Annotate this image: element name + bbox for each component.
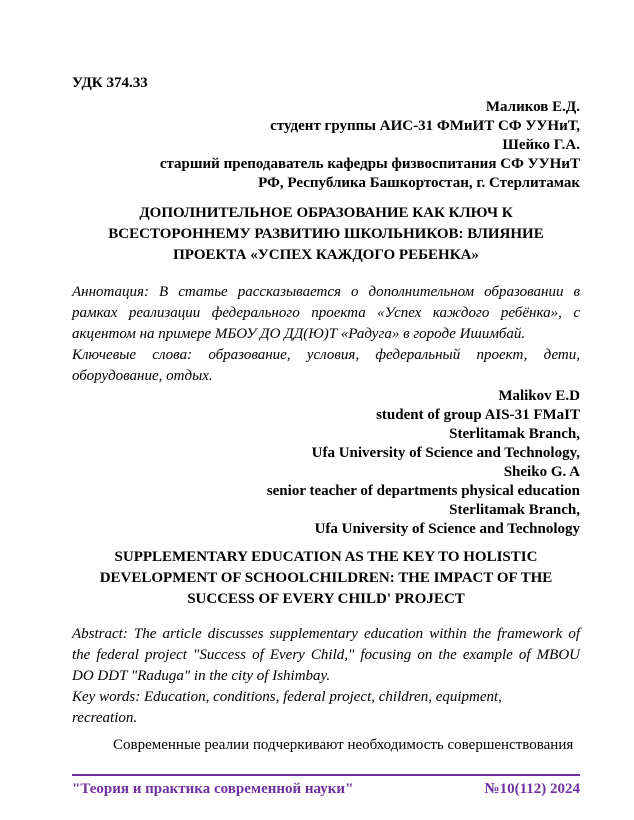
article-title-en-line: SUPPLEMENTARY EDUCATION AS THE KEY TO HOLISTIC	[114, 549, 538, 565]
issue-number: №10(112) 2024	[484, 781, 580, 797]
abstract-ru-line: акцентом на примере МБОУ ДО ДД(Ю)Т «Радуга» в городе Ишимбай.	[72, 326, 526, 342]
article-title-ru-line: ПРОЕКТА «УСПЕХ КАЖДОГО РЕБЕНКА»	[173, 247, 479, 263]
page-footer	[72, 774, 580, 799]
keywords-en-line: recreation.	[72, 710, 138, 726]
article-title-ru-line: ДОПОЛНИТЕЛЬНОЕ ОБРАЗОВАНИЕ КАК КЛЮЧ К	[139, 205, 513, 221]
abstract-ru	[72, 282, 580, 387]
author-ru-line: Маликов Е.Д.	[485, 99, 580, 115]
abstract-ru-line: рамках реализации федерального проекта «Успех каждого ребёнка», с	[72, 305, 580, 321]
abstract-ru-line: Аннотация: В статье рассказывается о дополнительном образовании в	[72, 284, 580, 300]
author-en-line: Sterlitamak Branch,	[449, 502, 580, 518]
article-title-en-line: DEVELOPMENT OF SCHOOLCHILDREN: THE IMPACT OF THE	[99, 570, 553, 586]
abstract-en-line: the federal project "Success of Every Child," focusing on the example of MBOU	[72, 647, 580, 663]
article-title-en	[72, 547, 580, 610]
keywords-ru-line: оборудование, отдых.	[72, 368, 213, 384]
article-title-en-line: SUCCESS OF EVERY CHILD' PROJECT	[187, 591, 465, 607]
author-en-line: senior teacher of departments physical education	[266, 483, 580, 499]
author-en-line: student of group AIS-31 FMaIT	[376, 407, 580, 423]
author-en-line: Sterlitamak Branch,	[449, 426, 580, 442]
article-content	[72, 74, 580, 755]
authors-block-ru	[72, 98, 580, 193]
keywords-ru-line: Ключевые слова: образование, условия, федеральный проект, дети,	[72, 347, 580, 363]
author-en-line: Ufa University of Science and Technology	[314, 521, 580, 537]
author-en-line: Ufa University of Science and Technology,	[311, 445, 580, 461]
journal-name: "Теория и практика современной науки"	[72, 781, 354, 797]
article-title-ru-line: ВСЕСТОРОННЕМУ РАЗВИТИЮ ШКОЛЬНИКОВ: ВЛИЯНИЕ	[108, 226, 544, 242]
author-ru-line: старший преподаватель кафедры физвоспитания СФ УУНиТ	[159, 156, 580, 172]
author-ru-line: РФ, Республика Башкортостан, г. Стерлитамак	[258, 175, 580, 191]
author-en-line: Sheiko G. A	[503, 464, 580, 480]
keywords-en-line: Key words: Education, conditions, federal project, children, equipment,	[72, 689, 502, 705]
abstract-en	[72, 624, 580, 729]
body-paragraph: Современные реалии подчеркивают необходимость совершенствования	[113, 737, 574, 753]
article-title-ru	[72, 203, 580, 266]
abstract-en-line: DO DDT "Raduga" in the city of Ishimbay.	[72, 668, 331, 684]
author-ru-line: студент группы АИС-31 ФМиИТ СФ УУНиТ,	[270, 118, 580, 134]
abstract-en-line: Abstract: The article discusses supplementary education within the framework of	[72, 626, 580, 642]
udk-code: УДК 374.33	[72, 75, 148, 91]
author-en-line: Malikov E.D	[498, 388, 580, 404]
author-ru-line: Шейко Г.А.	[502, 137, 580, 153]
authors-block-en	[72, 387, 580, 539]
